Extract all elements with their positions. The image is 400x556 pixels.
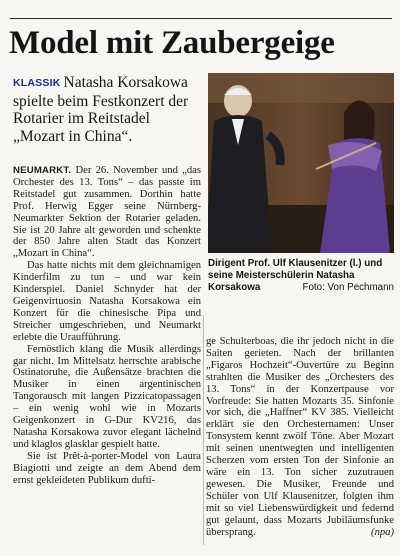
paragraph-3: Fernöstlich klang die Musik allerdings gar nicht. Im Mittelsatz herrschte arabische Ostinatoruhe, die Außensätze brachten die Musiker in einen argentinischen Tangorausch mit langen Pizzicatopassagen – ein wenig wohl wie in Mozarts Geigenkonzert in G-Dur KV216, das Natasha Korsakowa zuvor elegant lächelnd und klaglos glasklar gespielt hatte. xyxy=(13,343,201,450)
section-kicker: KLASSIK xyxy=(13,77,61,89)
photo-credit: Foto: Von Pechmann xyxy=(302,282,394,293)
paragraph-2: Das hatte nichts mit dem gleichnamigen Kinderfilm zu tun – und war kein Kinderspiel. Daniel Schnyder hat der Geigenvirtuosin Natasha Korsakowa ein Konzert für die chinesische Pipa und Streicher umgeschrieben, und Neumarkt erlebte die Uraufführung. xyxy=(13,260,201,343)
source-tag: (npa) xyxy=(371,526,394,538)
photo-illustration xyxy=(208,73,394,253)
article-column-2 xyxy=(206,336,394,538)
paragraph-1: NEUMARKT. Der 26. November und „das Orchester des 13. Tons“ – das passte im Reitstadel gut zusammen. Dorthin hatte Prof. Herwig Egger seine Nürnberg-Neumarkter Sektion der Rotarier geladen. Sie ist 20 Jahre alt geworden und schenkte der 850 Jahre alten Stadt das Konzert „Mozart in China“. xyxy=(13,165,201,260)
paragraph-4-start: Sie ist Prêt-à-porter-Model von Laura Biagiotti und zeigte an dem Abend dem ernst gekleideten Publikum dufti- xyxy=(13,450,201,486)
article-photo xyxy=(208,73,394,253)
dateline: NEUMARKT. xyxy=(13,165,72,176)
top-rule xyxy=(10,18,392,19)
column-divider xyxy=(203,315,204,545)
paragraph-4-end: ge Schulterboas, die ihr jedoch nicht in die Saiten gerieten. Nach der brillanten „Figaros Hochzeit“-Ouvertüre zu Beginn strahlten die Musiker des „Orchesters des 13. Tons“ in der Konzertpause vor Vorfreude: Sie hatten Mozarts 35. Sinfonie vor sich, die „Haffner“ KV 385. Vielleicht erklärt sie den Orchesternamen: Unser Tonsystem kennt zwölf Töne. Aber Mozart mit seinen unentwegten und intelligenten Scherzen vom ersten Ton der Sinfonie an wäre ein 13. Ton sicher zuzutrauen gewesen. Die Musiker, Freunde und Schüler von Ulf Klausenitzer, folgten ihm mit so viel Liebenswürdigkeit und federnd gut gelaunt, dass Mozarts Jubiläumsfunke übersprang. (npa) xyxy=(206,336,394,538)
headline: Model mit Zaubergeige xyxy=(9,25,335,61)
photo-caption xyxy=(208,258,394,294)
article-column-1 xyxy=(13,165,201,486)
caption-text: Dirigent Prof. Ulf Klausenitzer (l.) und seine Meisterschülerin Natasha Korsakowa xyxy=(208,258,383,293)
lead-text: Natasha Korsakowa spielte beim Festkonzert der Rotarier im Reitstadel „Mozart in China“. xyxy=(13,74,189,145)
lead-paragraph xyxy=(13,74,201,145)
